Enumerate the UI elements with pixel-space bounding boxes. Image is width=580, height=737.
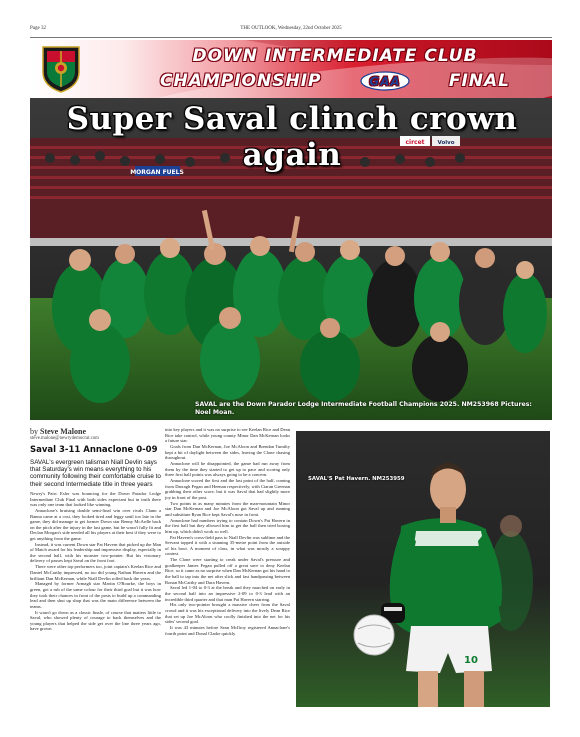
player-photo-illustration	[296, 431, 550, 707]
paragraph: Annaclone's bruising double semi-final win over rivals Clann a Banna came at a cost, they looked tired and leggy until too late in the game, they did manage to get former Down star Benny McArdle back on the pitch after the injury in the last game, but he wasn't fully fit and Declan Morgan's side needed all his players at their best if they were to get anything from the game.	[30, 508, 161, 541]
paragraph: Goals from Dan McKernan, Joe McAloon and Brendan Tumilty kept a bit of daylight between the sides, leaving the Clone chasing throughout.	[165, 444, 290, 461]
banner-title-line1: DOWN INTERMEDIATE CLUB	[192, 46, 478, 66]
player-photo	[296, 431, 550, 707]
paragraph: It was 43 minutes before Sean McIlroy registered Annaclone's fourth point and Donal Clarke quickly	[165, 625, 290, 636]
paragraph: into key players and it was no surprise to see Keelan Rice and Dean Rice take control, while young county Minor Dan McKernan looks a future star.	[165, 427, 290, 444]
ad-board-text: MORGAN FUELS	[130, 169, 184, 176]
gaa-logo-text: GAA	[369, 74, 401, 89]
paragraph: The Clone were starting to creak under Saval's pressure and goalkeeper James Fegan pulled off a great save to deny Keelan Rice, so it came as no surprise when Dan McKernan got his hand to the ball to tap into the net after slick and fast handpassing between Ronan McCarthy and Dara Havern.	[165, 557, 290, 585]
championship-banner	[30, 40, 552, 98]
standfirst: SAVAL's evergreen talisman Niall Devlin says that Saturday's win means everything to his community following their comfortable cruise to their second Intermediate title in three years	[30, 458, 161, 488]
paragraph: Annaclone will be disappointed, the game had run away from them by the time they started to get up to pace and scoring only three first half points was always going to be a concern.	[165, 461, 290, 478]
county-crest-icon	[40, 44, 82, 94]
ad-board-text: Volvo	[437, 140, 455, 146]
paragraph: Newry's Pairc Esler was bouncing for the Down Parador Lodge Intermediate Club Final with both sides expectant but in truth there was only one team that looked like winning.	[30, 491, 161, 508]
scoreline: Saval 3-11 Annaclone 0-09	[30, 445, 158, 455]
byline-author-name: Steve Malone	[40, 427, 86, 436]
paragraph: Pat Havern's cross-field pass to Niall Devlin was sublime and the Servant topped it with a stunning 35-metre point from the outside of his boot. A moment of class, in what was mostly a scrappy contest.	[165, 534, 290, 557]
byline-prefix: by	[30, 427, 38, 436]
main-photo-caption: SAVAL are the Down Parador Lodge Intermediate Football Champions 2025. NM253968 Pictures: Noel Moan.	[195, 401, 532, 416]
team-celebration-photo	[30, 98, 552, 420]
banner-championship-word: CHAMPIONSHIP	[160, 71, 322, 91]
banner-title-line2	[160, 70, 510, 92]
ad-board-text: circet	[405, 139, 425, 146]
shorts-number: 10	[464, 655, 478, 666]
article-headline: Super Saval clinch crown again	[66, 101, 518, 173]
article-column-2	[165, 427, 290, 637]
paragraph: Saval led 1-04 to 0-3 at the break and they marched on early in the second half into an impressive 2-09 to 0-3 lead with an incredible third quarter and that man Pat Havern starring.	[165, 585, 290, 602]
paragraph: It wasn't go down as a classic finale, of course that matters little to Saval, who showed plenty of courage to back themselves and the young players that helped the side get over the line three years ago, have grown	[30, 609, 161, 632]
paragraph: Annaclone had numbers trying to contain Down's Pat Havern in the first half but they allowed him to get the ball then tried boxing him up, which didn't work so well.	[165, 517, 290, 534]
banner-final-word: FINAL	[448, 71, 510, 91]
running-header	[30, 26, 552, 38]
paragraph: Two points in as many minutes from the man-mountain Minor star Dan McKernan and Joe McAloon got Saval up and running and substitute Ryan Rice kept Saval's nose in front.	[165, 500, 290, 517]
paragraph: Instead, it was current Down star Pat Havern that picked up the Man of Match award for his leadership and impressive display, especially in the second half, with his monster two-pointer. But his visionary delivery of passes kept Saval on the front foot.	[30, 541, 161, 564]
publication-dateline: THE OUTLOOK, Wednesday, 22nd October 2025	[240, 26, 342, 31]
byline	[30, 427, 161, 436]
byline-email: steve.malone@newrydemocrat.com	[30, 436, 99, 441]
player-photo-caption: SAVAL'S Pat Havern. NM253959	[308, 476, 405, 482]
paragraph: His only two-pointer brought a massive cheer from the Saval crowd and it was his exceptional delivery into the lively Dean Rice that set up Joe McAloon who coolly finished into the net for his sides' second goal.	[165, 602, 290, 625]
paragraph: Annaclone scored the first and the last point of the half, coming from Darragh Fegan and Heenan respectively, with Ciaran Greenan grabbing their other score, but it was Saval that had slightly more joy in front of the post.	[165, 478, 290, 500]
gaa-logo-icon	[360, 71, 410, 91]
paragraph: There were other top performers too, joint captain's Keelan Rice and Daniel McCarthy impressed, no too did young Nathan Havern and the brilliant Dan McKernan, while Niall Devlin rolled back the years.	[30, 564, 161, 581]
page-number: Page 32	[30, 26, 46, 31]
paragraph: Managed by former Armagh star Martin O'Rourke, the boys in green, got a rub of the same colour for their third goal but it was how they took their chances in front of the posts to build up a commanding lead and then shut up shop that was the main difference between the teams.	[30, 581, 161, 609]
article-column-1	[30, 427, 161, 632]
